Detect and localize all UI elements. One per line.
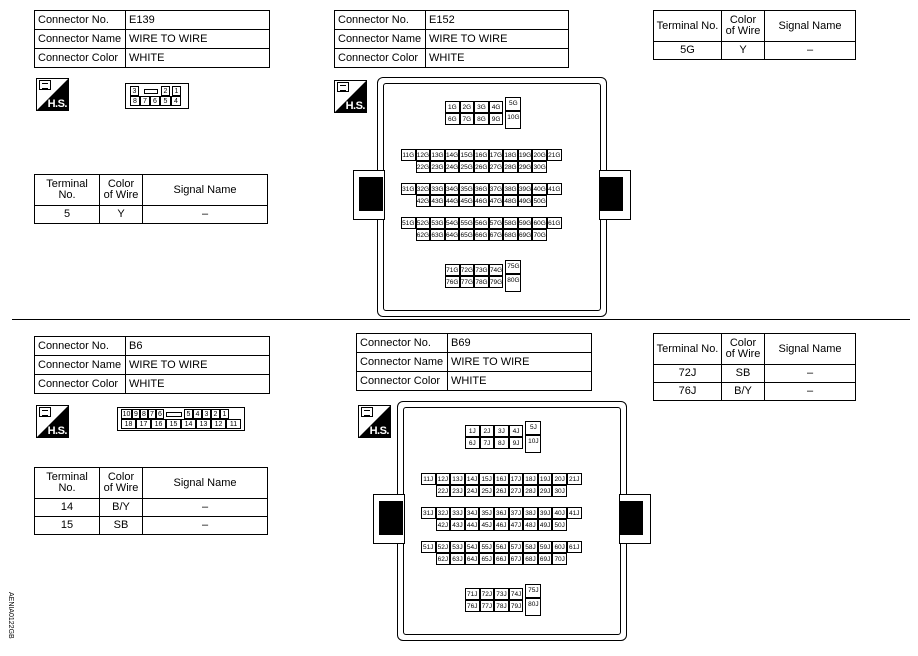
e152-tab-right: [599, 177, 623, 211]
figure-id: AENIA0122GB: [7, 592, 14, 639]
label-connector-color: Connector Color: [35, 375, 126, 394]
b69-pin: 21J: [567, 473, 582, 485]
b69-pin: 57J: [509, 541, 524, 553]
b69-pin: 9J: [509, 437, 524, 449]
e152-pin: 8G: [474, 113, 489, 125]
e152-pin: 42G: [416, 195, 431, 207]
e139-pin: 2: [161, 86, 170, 96]
label-connector-no: Connector No.: [35, 11, 126, 30]
table-row: 76J B/Y –: [654, 383, 856, 401]
e152-pin: 77G: [460, 276, 475, 288]
b69-pin: 65J: [479, 553, 494, 565]
b69-tab-left: [379, 501, 403, 535]
b69-pin: 63J: [450, 553, 465, 565]
b69-pin: 37J: [509, 507, 524, 519]
b69-pin: 60J: [552, 541, 567, 553]
b69-pin: 14J: [465, 473, 480, 485]
b69-pin: 42J: [436, 519, 451, 531]
e152-pin: 15G: [459, 149, 474, 161]
e152-pin: 47G: [489, 195, 504, 207]
b6-pin: 10: [122, 411, 131, 418]
b69-pin: 50J: [552, 519, 567, 531]
b69-pin: 67J: [509, 553, 524, 565]
b69-pin: 18J: [523, 473, 538, 485]
label-connector-color: Connector Color: [335, 49, 426, 68]
e139-connector-face: [125, 83, 189, 109]
e152-pin: 34G: [445, 183, 460, 195]
b69-pin: 72J: [480, 588, 495, 600]
header-color-of-wire: Color of Wire: [100, 175, 143, 206]
e152-pin: 16G: [474, 149, 489, 161]
b6-pin: 2: [211, 409, 220, 419]
e152-pin: 62G: [416, 229, 431, 241]
b69-pin: 53J: [450, 541, 465, 553]
e139-connector-no: E139: [126, 11, 270, 30]
e152-pin: 2G: [460, 101, 475, 113]
e152-pin: 68G: [503, 229, 518, 241]
b69-pin: 40J: [552, 507, 567, 519]
b69-pin: 26J: [494, 485, 509, 497]
b69-connector-name: WIRE TO WIRE: [448, 353, 592, 372]
e152-pin: 70G: [532, 229, 547, 241]
e152-pin: 9G: [489, 113, 504, 125]
e152-pin: 53G: [430, 217, 445, 229]
e152-pin: 51G: [401, 217, 416, 229]
b69-pin: 23J: [450, 485, 465, 497]
table-row: 15 SB –: [35, 517, 268, 535]
b6-info-table: [34, 336, 270, 394]
b69-pin: 17J: [509, 473, 524, 485]
e152-pin: 5G: [505, 97, 521, 111]
e152-terminal-table: [653, 10, 856, 60]
b69-pin: 33J: [450, 507, 465, 519]
b69-pin: 35J: [479, 507, 494, 519]
b69-pin: 66J: [494, 553, 509, 565]
b69-tab-right: [619, 501, 643, 535]
e152-pin: 18G: [503, 149, 518, 161]
table-row: 72J SB –: [654, 365, 856, 383]
b6-pin: 3: [202, 409, 211, 419]
label-connector-name: Connector Name: [35, 356, 126, 375]
b69-pin: 5J: [525, 421, 541, 435]
b69-pin: 80J: [525, 598, 541, 616]
e152-pin: 56G: [474, 217, 489, 229]
b69-pin: 36J: [494, 507, 509, 519]
b69-pin: 64J: [465, 553, 480, 565]
b6-pin: 7: [148, 409, 156, 419]
e152-pin: 6G: [445, 113, 460, 125]
b6-pin: 9: [132, 409, 140, 419]
e152-pin: 1G: [445, 101, 460, 113]
b69-pin: 43J: [450, 519, 465, 531]
e152-pin: 27G: [489, 161, 504, 173]
e152-pin: 74G: [489, 264, 504, 276]
e139-terminal-table: [34, 174, 268, 224]
e139-info-table: [34, 10, 270, 68]
e152-pin: 63G: [430, 229, 445, 241]
header-signal-name: Signal Name: [765, 11, 856, 42]
e152-pin: 45G: [459, 195, 474, 207]
e152-pin: 33G: [430, 183, 445, 195]
e152-pin: 37G: [489, 183, 504, 195]
e139-connector-color: WHITE: [126, 49, 270, 68]
b69-connector-no: B69: [448, 334, 592, 353]
b6-pin: 18: [121, 419, 136, 429]
b6-pin: 16: [151, 419, 166, 429]
e152-pin: 46G: [474, 195, 489, 207]
e152-pin: 23G: [430, 161, 445, 173]
table-row: 5 Y –: [35, 206, 268, 224]
b69-pin: 4J: [509, 425, 524, 437]
e152-pin: 79G: [489, 276, 504, 288]
label-connector-name: Connector Name: [357, 353, 448, 372]
b6-connector-no: B6: [126, 337, 270, 356]
label-connector-color: Connector Color: [35, 49, 126, 68]
e152-pin: 3G: [474, 101, 489, 113]
b6-pin: 13: [196, 419, 211, 429]
b6-terminal-table: [34, 467, 268, 535]
b69-pin: 78J: [494, 600, 509, 612]
label-connector-name: Connector Name: [35, 30, 126, 49]
b6-pin: 4: [193, 409, 202, 419]
e152-pin: 24G: [445, 161, 460, 173]
b69-pin: 10J: [525, 435, 541, 453]
e152-info-table: [334, 10, 569, 68]
e139-pin: 1: [172, 86, 181, 96]
b69-pin: 55J: [479, 541, 494, 553]
e152-pin: 75G: [505, 260, 521, 274]
b69-pin: 11J: [421, 473, 436, 485]
e152-pin: 65G: [459, 229, 474, 241]
e152-pin: 31G: [401, 183, 416, 195]
b69-pin: 62J: [436, 553, 451, 565]
e152-pin: 22G: [416, 161, 431, 173]
label-connector-color: Connector Color: [357, 372, 448, 391]
b69-pin: 8J: [494, 437, 509, 449]
hs-icon: H.S.: [36, 78, 69, 111]
b69-pin: 30J: [552, 485, 567, 497]
e152-pin: 72G: [460, 264, 475, 276]
b69-pin: 31J: [421, 507, 436, 519]
e152-tab-left: [359, 177, 383, 211]
b69-pin: 48J: [523, 519, 538, 531]
b69-pin: 3J: [494, 425, 509, 437]
b6-pin: 12: [211, 419, 226, 429]
b69-pin: 15J: [479, 473, 494, 485]
b6-connector-face: [117, 407, 245, 431]
table-row: 5G Y –: [654, 42, 856, 60]
b6-pin: 6: [156, 409, 164, 419]
b6-pin: 5: [184, 409, 193, 419]
b69-pin: 56J: [494, 541, 509, 553]
e152-connector-no: E152: [426, 11, 569, 30]
header-signal-name: Signal Name: [765, 334, 856, 365]
b69-pin: 58J: [523, 541, 538, 553]
b69-pin: 38J: [523, 507, 538, 519]
b69-pin: 39J: [538, 507, 553, 519]
b69-pin: 41J: [567, 507, 582, 519]
b69-pin: 74J: [509, 588, 524, 600]
header-signal-name: Signal Name: [143, 175, 268, 206]
e139-connector-name: WIRE TO WIRE: [126, 30, 270, 49]
b69-pin: 24J: [465, 485, 480, 497]
e152-connector-name: WIRE TO WIRE: [426, 30, 569, 49]
e152-pin: 26G: [474, 161, 489, 173]
hs-icon: H.S.: [358, 405, 391, 438]
e152-pin: 13G: [430, 149, 445, 161]
b69-pin: 59J: [538, 541, 553, 553]
b69-terminal-table: [653, 333, 856, 401]
e152-pin: 71G: [445, 264, 460, 276]
e152-pin: 55G: [459, 217, 474, 229]
e152-pin: 49G: [518, 195, 533, 207]
e152-pin: 64G: [445, 229, 460, 241]
e139-pin: 4: [171, 96, 181, 106]
label-connector-no: Connector No.: [357, 334, 448, 353]
e152-pin: 36G: [474, 183, 489, 195]
b6-pin: 8: [140, 409, 148, 419]
b69-pin: 20J: [552, 473, 567, 485]
b69-pin: 2J: [480, 425, 495, 437]
e152-pin: 61G: [547, 217, 562, 229]
label-connector-no: Connector No.: [335, 11, 426, 30]
e152-pin: 43G: [430, 195, 445, 207]
e152-pin: 38G: [503, 183, 518, 195]
b69-pin: 75J: [525, 584, 541, 598]
e152-pin: 25G: [459, 161, 474, 173]
b69-pin: 79J: [509, 600, 524, 612]
b69-pin: 1J: [465, 425, 480, 437]
b69-pin: 22J: [436, 485, 451, 497]
header-color-of-wire: Color of Wire: [722, 11, 765, 42]
b69-pin: 45J: [479, 519, 494, 531]
e152-pin: 29G: [518, 161, 533, 173]
b69-pin: 49J: [538, 519, 553, 531]
header-terminal-no: Terminal No.: [35, 468, 100, 499]
b69-pin: 73J: [494, 588, 509, 600]
b69-pin: 34J: [465, 507, 480, 519]
e139-pin: 7: [140, 96, 150, 106]
b69-pin: 7J: [480, 437, 495, 449]
b69-pin: 27J: [509, 485, 524, 497]
b69-pin: 54J: [465, 541, 480, 553]
b69-pin: 13J: [450, 473, 465, 485]
e152-pin: 76G: [445, 276, 460, 288]
b6-connector-color: WHITE: [126, 375, 270, 394]
e152-pin: 11G: [401, 149, 416, 161]
hs-icon: H.S.: [334, 80, 367, 113]
b69-pin: 12J: [436, 473, 451, 485]
header-terminal-no: Terminal No.: [654, 11, 722, 42]
e152-pin: 57G: [489, 217, 504, 229]
b6-connector-name: WIRE TO WIRE: [126, 356, 270, 375]
b69-pin: 16J: [494, 473, 509, 485]
e152-pin: 41G: [547, 183, 562, 195]
b69-pin: 71J: [465, 588, 480, 600]
e152-pin: 19G: [518, 149, 533, 161]
e139-pin: 8: [130, 96, 140, 106]
e152-pin: 20G: [532, 149, 547, 161]
e152-pin: 12G: [416, 149, 431, 161]
b69-pin: 76J: [465, 600, 480, 612]
b69-pin: 69J: [538, 553, 553, 565]
e152-pin: 44G: [445, 195, 460, 207]
label-connector-name: Connector Name: [335, 30, 426, 49]
e152-pin: 48G: [503, 195, 518, 207]
e152-pin: 21G: [547, 149, 562, 161]
b6-pin: 1: [220, 409, 229, 419]
e152-pin: 69G: [518, 229, 533, 241]
header-signal-name: Signal Name: [143, 468, 268, 499]
b69-pin: 29J: [538, 485, 553, 497]
section-divider: [12, 319, 910, 320]
b6-pin: 11: [226, 419, 241, 429]
b69-info-table: [356, 333, 592, 391]
e152-pin: 17G: [489, 149, 504, 161]
e152-pin: 60G: [532, 217, 547, 229]
e152-pin: 59G: [518, 217, 533, 229]
b69-pin: 77J: [480, 600, 495, 612]
e152-pin: 39G: [518, 183, 533, 195]
b69-pin: 52J: [436, 541, 451, 553]
e152-pin: 50G: [532, 195, 547, 207]
header-terminal-no: Terminal No.: [654, 334, 722, 365]
table-row: 14 B/Y –: [35, 499, 268, 517]
e152-connector-color: WHITE: [426, 49, 569, 68]
e152-pin: 73G: [474, 264, 489, 276]
b69-pin: 51J: [421, 541, 436, 553]
e152-pin: 80G: [505, 274, 521, 292]
e152-pin: 35G: [459, 183, 474, 195]
b6-lock: [166, 412, 182, 417]
e152-pin: 4G: [489, 101, 504, 113]
e152-pin: 66G: [474, 229, 489, 241]
e152-pin: 30G: [532, 161, 547, 173]
header-terminal-no: Terminal No.: [35, 175, 100, 206]
e139-pin: 6: [150, 96, 160, 106]
b69-pin: 19J: [538, 473, 553, 485]
b6-pin: 17: [136, 419, 151, 429]
e152-pin: 78G: [474, 276, 489, 288]
e152-pin: 54G: [445, 217, 460, 229]
b69-pin: 28J: [523, 485, 538, 497]
e152-pin: 58G: [503, 217, 518, 229]
b69-pin: 46J: [494, 519, 509, 531]
e152-pin: 52G: [416, 217, 431, 229]
b69-connector-color: WHITE: [448, 372, 592, 391]
header-color-of-wire: Color of Wire: [100, 468, 143, 499]
e152-pin: 14G: [445, 149, 460, 161]
e152-pin: 28G: [503, 161, 518, 173]
b69-pin: 70J: [552, 553, 567, 565]
e139-lock: [144, 89, 158, 94]
b69-pin: 61J: [567, 541, 582, 553]
e152-pin: 67G: [489, 229, 504, 241]
b69-pin: 47J: [509, 519, 524, 531]
b69-pin: 6J: [465, 437, 480, 449]
hs-icon: H.S.: [36, 405, 69, 438]
e139-pin: 3: [130, 86, 139, 96]
b69-pin: 25J: [479, 485, 494, 497]
e152-pin: 10G: [505, 111, 521, 129]
label-connector-no: Connector No.: [35, 337, 126, 356]
e152-pin: 40G: [532, 183, 547, 195]
e152-pin: 32G: [416, 183, 431, 195]
e152-pin: 7G: [460, 113, 475, 125]
b6-pin: 15: [166, 419, 181, 429]
b69-pin: 32J: [436, 507, 451, 519]
header-color-of-wire: Color of Wire: [722, 334, 765, 365]
e139-pin: 5: [160, 96, 171, 106]
b6-pin: 14: [181, 419, 196, 429]
b69-pin: 68J: [523, 553, 538, 565]
b69-pin: 44J: [465, 519, 480, 531]
